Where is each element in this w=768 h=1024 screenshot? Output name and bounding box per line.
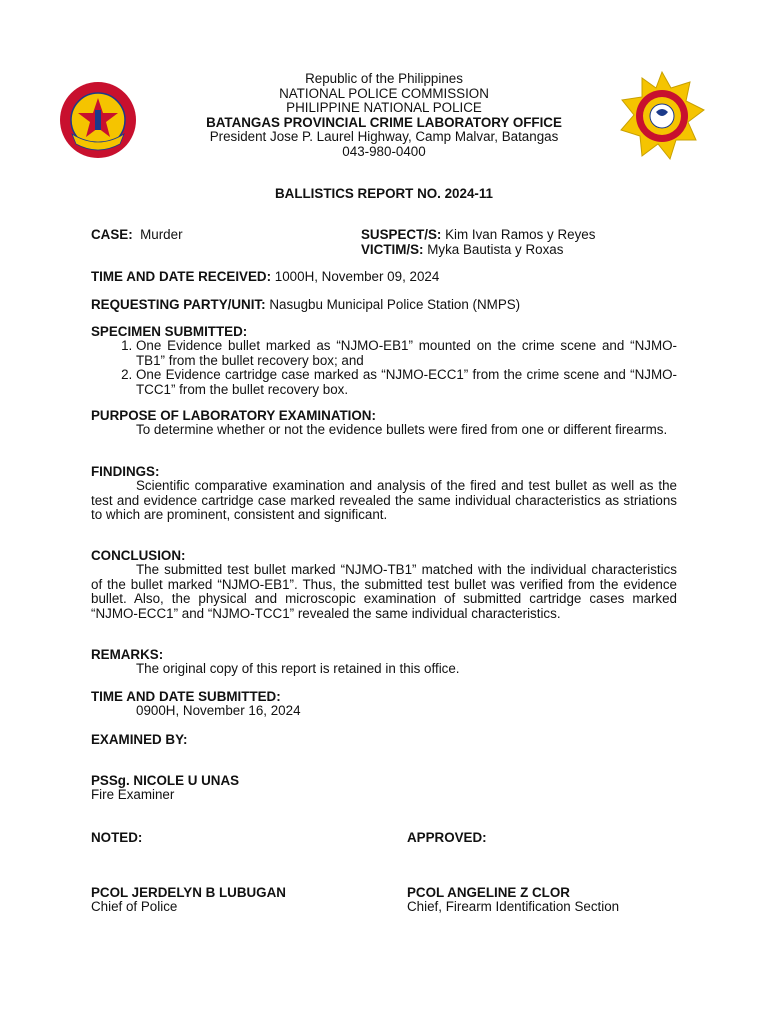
time-submitted-value: 0900H, November 16, 2024	[136, 703, 301, 719]
findings-section	[91, 465, 677, 523]
examiner-name: PSSg. NICOLE U UNAS	[91, 773, 240, 788]
header-address: President Jose P. Laurel Highway, Camp Malvar, Batangas	[209, 129, 559, 144]
approved-signature-block	[407, 886, 619, 915]
specimen-section	[91, 325, 677, 397]
remarks-section	[91, 648, 677, 677]
victim-value: Myka Bautista y Roxas	[427, 242, 564, 257]
approved-name: PCOL ANGELINE Z CLOR	[407, 885, 570, 900]
examiner-signature-block	[91, 774, 239, 803]
noted-name: PCOL JERDELYN B LUBUGAN	[91, 885, 286, 900]
conclusion-text: The submitted test bullet marked “NJMO-TB1” matched with the individual characteristics of the bullet marked “NJMO-EB1”. Thus, the submitted test bullet was verified from the evidence bullet. Also, the physical and microscopic examination of submitted cartridge cases marked “NJMO-ECC1” and “NJMO-TCC1” revealed the same individual characteristics.	[91, 562, 677, 621]
case-label: CASE:	[91, 227, 133, 242]
specimen-item: 1. One Evidence bullet marked as “NJMO-EB1” mounted on the crime scene and “NJMO-TB1” from the bullet recovery box; and	[136, 339, 677, 368]
noted-signature-block	[91, 886, 286, 915]
conclusion-label: CONCLUSION:	[91, 548, 186, 563]
requesting-value: Nasugbu Municipal Police Station (NMPS)	[269, 297, 521, 312]
approved-label: APPROVED:	[407, 830, 487, 845]
specimen-list	[91, 339, 677, 397]
remarks-label: REMARKS:	[91, 647, 164, 662]
victim-label: VICTIM/S:	[361, 242, 424, 257]
header-napolcom: NATIONAL POLICE COMMISSION	[279, 85, 489, 101]
header-phone: 043-980-0400	[342, 143, 426, 159]
time-received-row	[91, 269, 439, 284]
purpose-text: To determine whether or not the evidence bullets were fired from one or different firearms.	[136, 422, 668, 438]
header-pnp: PHILIPPINE NATIONAL POLICE	[286, 100, 482, 115]
examined-by-label	[91, 732, 187, 747]
header-republic: Republic of the Philippines	[305, 71, 463, 86]
examined-by-heading: EXAMINED BY:	[91, 732, 188, 747]
case-row	[91, 227, 183, 242]
report-title: BALLISTICS REPORT NO. 2024-11	[274, 186, 494, 201]
noted-label-row	[91, 830, 142, 845]
victim-row	[361, 242, 563, 257]
examiner-title: Fire Examiner	[91, 787, 175, 803]
time-submitted-label: TIME AND DATE SUBMITTED:	[91, 689, 281, 704]
header-office: BATANGAS PROVINCIAL CRIME LABORATORY OFFICE	[206, 114, 562, 130]
time-received-value: 1000H, November 09, 2024	[274, 269, 440, 284]
requesting-row	[91, 297, 520, 312]
findings-label: FINDINGS:	[91, 464, 160, 479]
noted-title: Chief of Police	[91, 899, 178, 915]
time-received-label: TIME AND DATE RECEIVED:	[91, 269, 272, 284]
case-value: Murder	[140, 227, 183, 242]
remarks-text: The original copy of this report is retained in this office.	[136, 661, 460, 677]
noted-label: NOTED:	[91, 830, 143, 845]
specimen-item: 2. One Evidence cartridge case marked as “NJMO-ECC1” from the crime scene and “NJMO-TCC1” from the bullet recovery box.	[136, 368, 677, 397]
letterhead	[0, 72, 768, 159]
suspect-label: SUSPECT/S:	[361, 227, 442, 242]
findings-text: Scientific comparative examination and analysis of the fired and test bullet as well as the test and evidence cartridge case marked revealed the same individual characteristics as striations to which are prominent, consistent and significant.	[91, 478, 677, 523]
approved-label-row	[407, 830, 487, 845]
suspect-row	[361, 227, 595, 242]
requesting-label: REQUESTING PARTY/UNIT:	[91, 297, 266, 312]
specimen-label: SPECIMEN SUBMITTED:	[91, 324, 248, 339]
conclusion-section	[91, 549, 677, 621]
approved-title: Chief, Firearm Identification Section	[407, 899, 620, 915]
suspect-value: Kim Ivan Ramos y Reyes	[445, 227, 596, 242]
purpose-section	[91, 409, 677, 438]
purpose-label: PURPOSE OF LABORATORY EXAMINATION:	[91, 408, 376, 423]
time-submitted-section	[91, 690, 677, 719]
